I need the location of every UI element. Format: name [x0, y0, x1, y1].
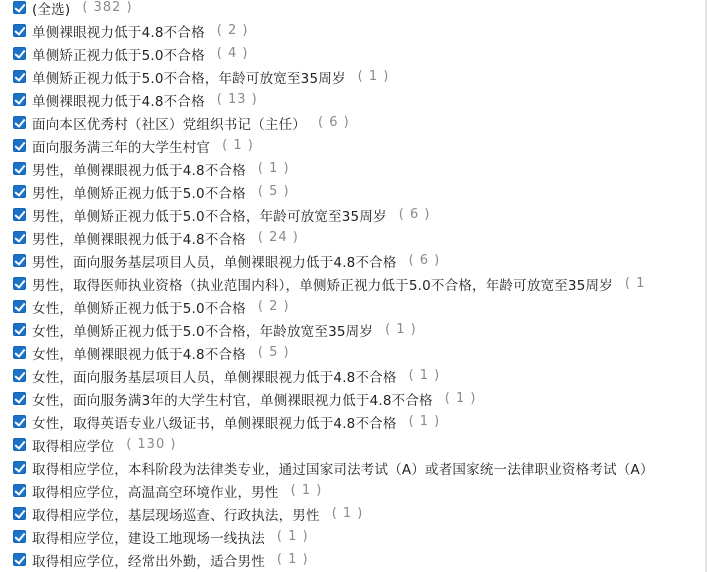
option-count: ( 5 ): [257, 184, 290, 199]
option-checkbox[interactable]: [13, 346, 26, 359]
filter-option[interactable]: [0, 180, 707, 203]
option-label: 女性，单侧裸眼视力低于4.8不合格: [32, 346, 246, 363]
filter-option[interactable]: [0, 387, 707, 410]
option-label: 男性，面向服务基层项目人员，单侧裸眼视力低于4.8不合格: [32, 254, 397, 271]
filter-option[interactable]: [0, 42, 707, 65]
option-label: 取得相应学位: [32, 438, 115, 455]
option-count: ( 1 ): [276, 529, 309, 544]
option-checkbox[interactable]: [13, 139, 26, 152]
option-checkbox[interactable]: [13, 185, 26, 198]
option-label: 男性，单侧矫正视力低于5.0不合格，年龄可放宽至35周岁: [32, 208, 387, 225]
option-checkbox[interactable]: [13, 277, 26, 290]
option-count: ( 5 ): [257, 345, 290, 360]
option-checkbox[interactable]: [13, 254, 26, 267]
option-count: ( 13 ): [216, 92, 258, 107]
option-count: ( 1 ): [408, 368, 441, 383]
option-count: ( 1 ): [290, 483, 323, 498]
option-count: ( 1 ): [444, 391, 477, 406]
option-count: ( 1 ): [385, 322, 417, 337]
option-count: ( 1 ): [408, 414, 441, 429]
option-checkbox[interactable]: [13, 369, 26, 382]
filter-option[interactable]: [0, 410, 707, 433]
option-checkbox[interactable]: [13, 162, 26, 175]
filter-option[interactable]: [0, 134, 707, 157]
option-count: ( 1: [624, 276, 646, 291]
filter-option[interactable]: [0, 548, 707, 571]
option-count: ( 1 ): [222, 138, 254, 153]
option-count: ( 6 ): [408, 253, 441, 268]
option-label: 取得相应学位，基层现场巡查、行政执法，男性: [32, 507, 320, 524]
option-label: 男性，单侧裸眼视力低于4.8不合格: [32, 162, 246, 179]
filter-option[interactable]: [0, 203, 707, 226]
option-checkbox[interactable]: [13, 300, 26, 313]
option-label: 单侧矫正视力低于5.0不合格: [32, 47, 205, 64]
option-label: 面向本区优秀村（社区）党组织书记（主任）: [32, 116, 306, 133]
option-checkbox[interactable]: [13, 553, 26, 566]
option-label: 取得相应学位，经常出外勤，适合男性: [32, 553, 265, 570]
option-checkbox[interactable]: [13, 70, 26, 83]
option-count: ( 6 ): [318, 115, 350, 130]
option-count: ( 130 ): [126, 437, 177, 452]
filter-option[interactable]: [0, 157, 707, 180]
option-label: 女性，面向服务基层项目人员，单侧裸眼视力低于4.8不合格: [32, 369, 397, 386]
filter-option[interactable]: [0, 341, 707, 364]
option-label: 单侧裸眼视力低于4.8不合格: [32, 93, 205, 110]
filter-option[interactable]: [0, 525, 707, 548]
option-label: 面向服务满三年的大学生村官: [32, 139, 211, 156]
option-label: 男性，单侧矫正视力低于5.0不合格: [32, 185, 246, 202]
option-checkbox[interactable]: [13, 231, 26, 244]
filter-option[interactable]: [0, 249, 707, 272]
option-count: ( 1 ): [331, 506, 364, 521]
option-label: 女性，单侧矫正视力低于5.0不合格: [32, 300, 246, 317]
option-checkbox[interactable]: [13, 24, 26, 37]
option-checkbox[interactable]: [13, 392, 26, 405]
option-checkbox[interactable]: [13, 323, 26, 336]
filter-option[interactable]: [0, 502, 707, 525]
filter-option[interactable]: [0, 295, 707, 318]
filter-option[interactable]: [0, 318, 707, 341]
option-count: ( 4 ): [216, 46, 249, 61]
filter-option[interactable]: [0, 111, 707, 134]
option-label: 单侧矫正视力低于5.0不合格，年龄可放宽至35周岁: [32, 70, 346, 87]
option-count: ( 24 ): [257, 230, 299, 245]
option-count: ( 1 ): [257, 161, 290, 176]
option-checkbox[interactable]: [13, 208, 26, 221]
option-checkbox[interactable]: [13, 438, 26, 451]
option-checkbox[interactable]: [13, 47, 26, 60]
filter-option[interactable]: [0, 364, 707, 387]
filter-option[interactable]: [0, 19, 707, 42]
option-checkbox[interactable]: [13, 116, 26, 129]
option-label: 单侧裸眼视力低于4.8不合格: [32, 24, 205, 41]
option-checkbox[interactable]: [13, 415, 26, 428]
option-checkbox[interactable]: [13, 461, 26, 474]
option-checkbox[interactable]: [13, 484, 26, 497]
option-checkbox[interactable]: [13, 1, 26, 14]
option-count: ( 6 ): [398, 207, 431, 222]
filter-option[interactable]: [0, 88, 707, 111]
option-label: 男性，取得医师执业资格（执业范围内科），单侧矫正视力低于5.0不合格，年龄可放宽至35周岁: [32, 277, 613, 294]
filter-option[interactable]: [0, 272, 707, 295]
option-label: 女性，取得英语专业八级证书，单侧裸眼视力低于4.8不合格: [32, 415, 397, 432]
option-label: 男性，单侧裸眼视力低于4.8不合格: [32, 231, 246, 248]
option-count: ( 2 ): [257, 299, 290, 314]
option-label: 取得相应学位，本科阶段为法律类专业，通过国家司法考试（A）或者国家统一法律职业资格考试（A）: [32, 461, 654, 478]
select-all-option[interactable]: [0, 0, 707, 19]
option-count: ( 1 ): [357, 69, 390, 84]
filter-option[interactable]: [0, 433, 707, 456]
filter-option[interactable]: [0, 226, 707, 249]
filter-option[interactable]: [0, 65, 707, 88]
option-label: (全选): [32, 1, 71, 18]
option-count: ( 2 ): [216, 23, 249, 38]
filter-option[interactable]: [0, 456, 707, 479]
option-count: ( 382 ): [82, 0, 133, 15]
option-checkbox[interactable]: [13, 507, 26, 520]
option-label: 取得相应学位，建设工地现场一线执法: [32, 530, 265, 547]
option-label: 女性，单侧矫正视力低于5.0不合格，年龄放宽至35周岁: [32, 323, 374, 340]
filter-option[interactable]: [0, 479, 707, 502]
option-count: ( 1 ): [276, 552, 309, 567]
option-checkbox[interactable]: [13, 93, 26, 106]
option-checkbox[interactable]: [13, 530, 26, 543]
option-label: 取得相应学位，高温高空环境作业，男性: [32, 484, 279, 501]
option-label: 女性，面向服务满3年的大学生村官，单侧裸眼视力低于4.8不合格: [32, 392, 433, 409]
